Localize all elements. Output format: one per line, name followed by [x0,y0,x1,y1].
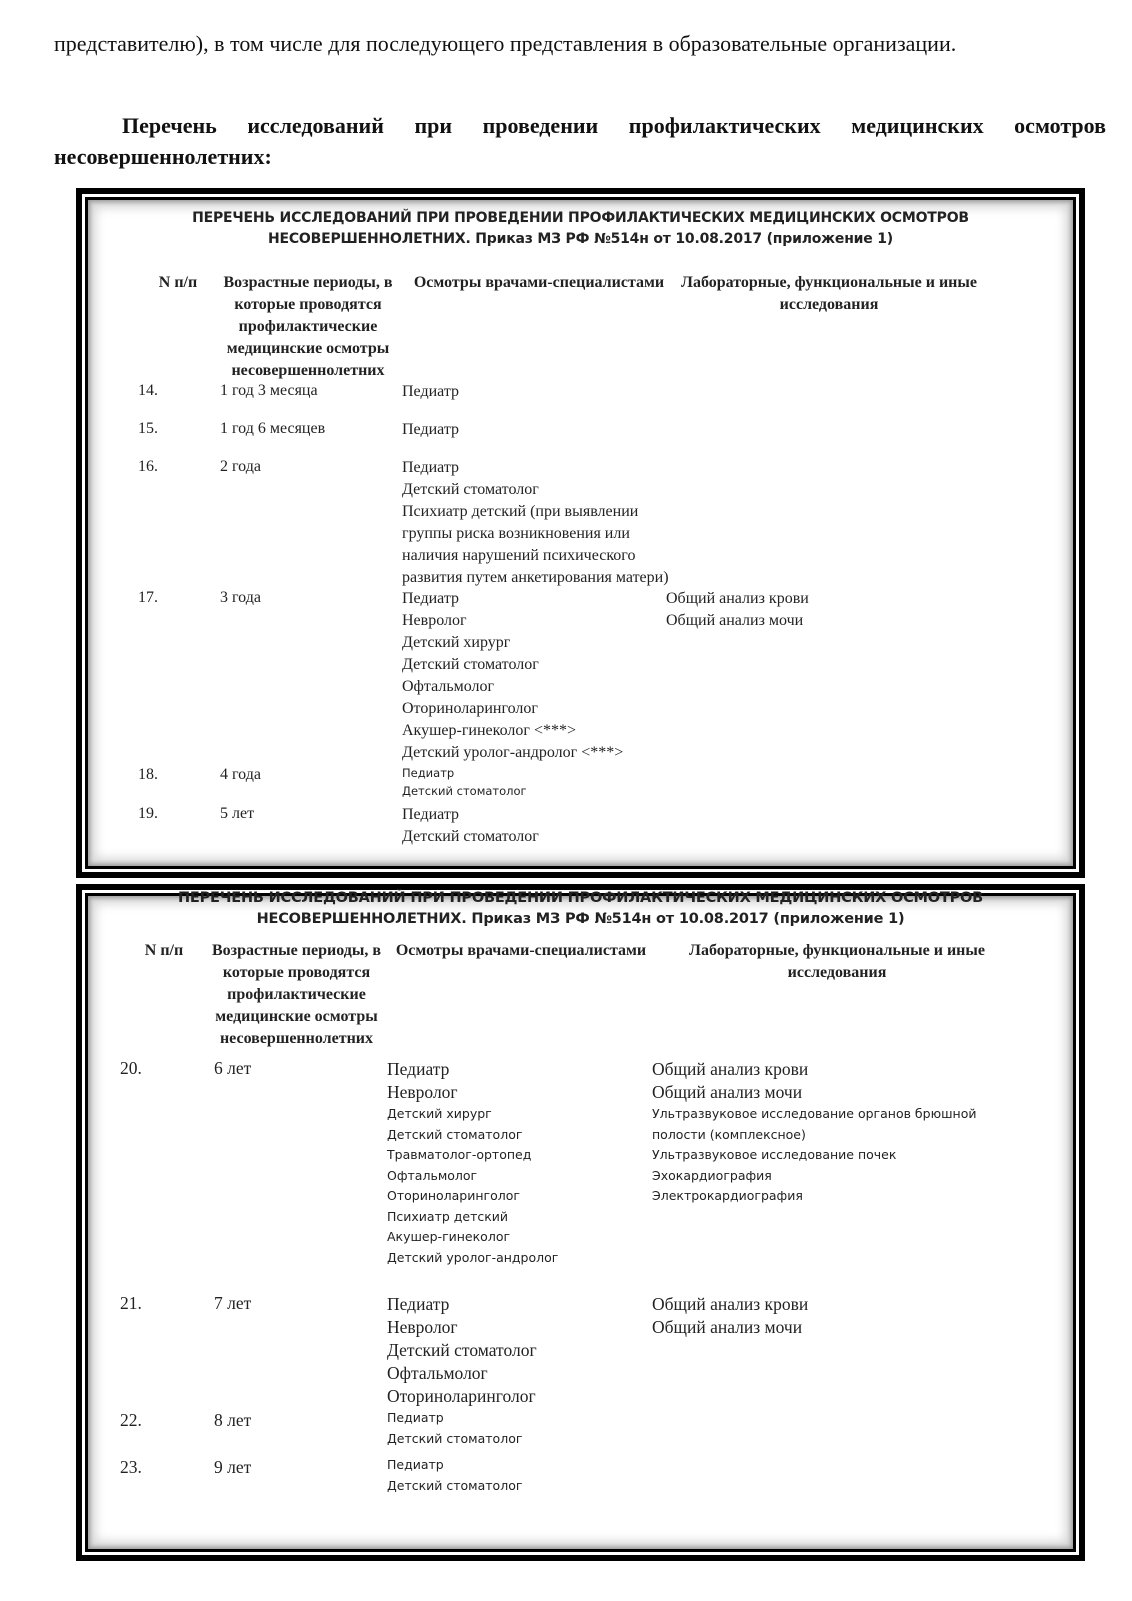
header-line: Лабораторные, функциональные и иные [681,274,977,291]
row-number: 19. [138,805,158,822]
doctor-item: Оториноларинголог [402,700,538,717]
doctor-item: Оториноларинголог [387,1386,536,1406]
header-line: профилактические [227,986,366,1003]
doctor-item: Детский стоматолог [387,1430,523,1446]
doctor-item: наличия нарушений психического [402,547,636,564]
header-line: медицинские осмотры [226,340,390,357]
doctor-item: Педиатр [387,1410,444,1425]
table-title-line: НЕСОВЕРШЕННОЛЕТНИХ. Приказ МЗ РФ №514н от 10.08.2017 (приложение 1) [267,231,894,247]
row-doctors [387,1293,537,1408]
lab-item: Общий анализ мочи [666,612,804,629]
intro-paragraph: представителю), в том числе для последующего представления в образовательные организации. [54,31,957,56]
doctor-item: Детский стоматолог [402,481,539,498]
row-doctors [387,1455,522,1496]
header-line: медицинские осмотры [215,1008,378,1025]
row-age: 4 года [220,766,261,783]
header-line: Возрастные периоды, в [212,942,381,959]
doctor-item: Психиатр детский (при выявлении [402,503,639,520]
doctor-item: Педиатр [402,806,460,823]
doctor-item: Детский уролог-андролог [387,1249,559,1265]
row-age: 6 лет [214,1058,252,1078]
doctor-item: Детский стоматолог [402,828,539,845]
header-doctors: Осмотры врачами-специалистами [413,274,665,291]
lab-item: Электрокардиография [652,1188,803,1203]
row-number: 23. [120,1457,142,1477]
row-age: 1 год 3 месяца [220,382,318,399]
row-number: 17. [138,589,158,606]
row-number: 21. [120,1293,142,1313]
doctor-item: Офтальмолог [402,678,495,695]
row-number: 22. [120,1410,142,1430]
doctor-item: Офтальмолог [387,1363,488,1383]
row-age: 8 лет [214,1410,252,1430]
row-labs [652,1058,976,1207]
doctor-item: Педиатр [387,1059,450,1079]
doctor-item: Офтальмолог [387,1167,478,1183]
header-labs [674,272,984,316]
lab-item: Общий анализ мочи [652,1317,803,1337]
header-line: несовершеннолетних [231,362,385,379]
row-doctors [402,419,459,441]
table-title-line: ПЕРЕЧЕНЬ ИССЛЕДОВАНИЙ ПРИ ПРОВЕДЕНИИ ПРОФИЛАКТИЧЕСКИХ МЕДИЦИНСКИХ ОСМОТРОВ [177,890,984,906]
exam-table-2 [76,884,1085,1561]
doctor-item: Травматолог-ортопед [387,1147,532,1162]
header-number: N п/п [158,274,198,291]
header-age-periods [204,940,389,1050]
doctor-item: Педиатр [402,766,455,780]
doctor-item: Педиатр [387,1457,444,1472]
header-labs [672,940,1002,984]
row-number: 14. [138,382,158,399]
lab-item: Общий анализ крови [666,590,809,607]
table-title-line: ПЕРЕЧЕНЬ ИССЛЕДОВАНИЙ ПРИ ПРОВЕДЕНИИ ПРОФИЛАКТИЧЕСКИХ МЕДИЦИНСКИХ ОСМОТРОВ [192,210,969,226]
exam-table-1 [76,188,1085,878]
lab-item: Общий анализ крови [652,1059,809,1079]
row-number: 18. [138,766,158,783]
header-number: N п/п [144,942,184,959]
header-line: которые проводятся [222,964,371,981]
doctor-item: Акушер-гинеколог <***> [402,722,576,739]
doctor-item: Детский стоматолог [402,784,527,798]
doctor-item: Невролог [387,1082,458,1102]
lab-item: Ультразвуковое исследование почек [652,1147,897,1162]
row-doctors [402,457,669,589]
lab-item: Ультразвуковое исследование органов брюшной [652,1106,977,1121]
doctor-item: Детский хирург [402,634,511,651]
row-age: 1 год 6 месяцев [220,420,326,437]
doctor-item: Детский хирург [387,1106,492,1121]
row-doctors [402,381,459,403]
doctor-item: Детский стоматолог [402,656,539,673]
doctor-item: Педиатр [402,383,460,400]
doctor-item: Детский уролог-андролог <***> [402,744,624,761]
row-labs [652,1293,808,1339]
doctor-item: Акушер-гинеколог [387,1229,511,1244]
header-line: несовершеннолетних [219,1030,374,1047]
header-line: Возрастные периоды, в [223,274,393,291]
header-age-periods [218,272,398,382]
header-line: которые проводятся [234,296,382,313]
header-doctors: Осмотры врачами-специалистами [395,942,647,959]
row-doctors [402,804,539,848]
row-number: 15. [138,420,158,437]
lab-item: Общий анализ крови [652,1294,809,1314]
doctor-item: группы риска возникновения или [402,525,630,542]
row-doctors [402,764,527,800]
row-labs [666,588,809,632]
section-heading: Перечень исследований при проведении профилактических медицинских осмотров несовершеннолетних: [54,113,1106,169]
doctor-item: Педиатр [402,459,460,476]
doctor-item: Педиатр [402,421,460,438]
doctor-item: Невролог [402,612,467,629]
doctor-item: Детский стоматолог [387,1340,537,1360]
row-age: 2 года [220,458,261,475]
doctor-item: Невролог [387,1317,458,1337]
doctor-item: Детский стоматолог [387,1126,523,1142]
doctor-item: Психиатр детский [387,1208,509,1224]
row-age: 7 лет [214,1293,252,1313]
row-doctors [387,1408,522,1449]
doctor-item: Детский стоматолог [387,1477,523,1493]
header-line: исследования [787,964,887,981]
table-title-line: НЕСОВЕРШЕННОЛЕТНИХ. Приказ МЗ РФ №514н от 10.08.2017 (приложение 1) [256,911,905,927]
row-doctors [387,1058,558,1268]
row-age: 5 лет [220,805,255,822]
row-age: 9 лет [214,1457,252,1477]
row-age: 3 года [220,589,261,606]
doctor-item: Оториноларинголог [387,1188,520,1203]
row-doctors [402,588,623,764]
lab-item: полости (комплексное) [652,1126,806,1142]
lab-item: Эхокардиография [652,1167,772,1183]
header-line: исследования [779,296,879,313]
row-number: 20. [120,1058,142,1078]
doctor-item: развития путем анкетирования матери) [402,569,669,586]
lab-item: Общий анализ мочи [652,1082,803,1102]
row-number: 16. [138,458,158,475]
doctor-item: Педиатр [402,590,460,607]
doctor-item: Педиатр [387,1294,450,1314]
header-line: Лабораторные, функциональные и иные [689,942,985,959]
header-line: профилактические [238,318,378,335]
